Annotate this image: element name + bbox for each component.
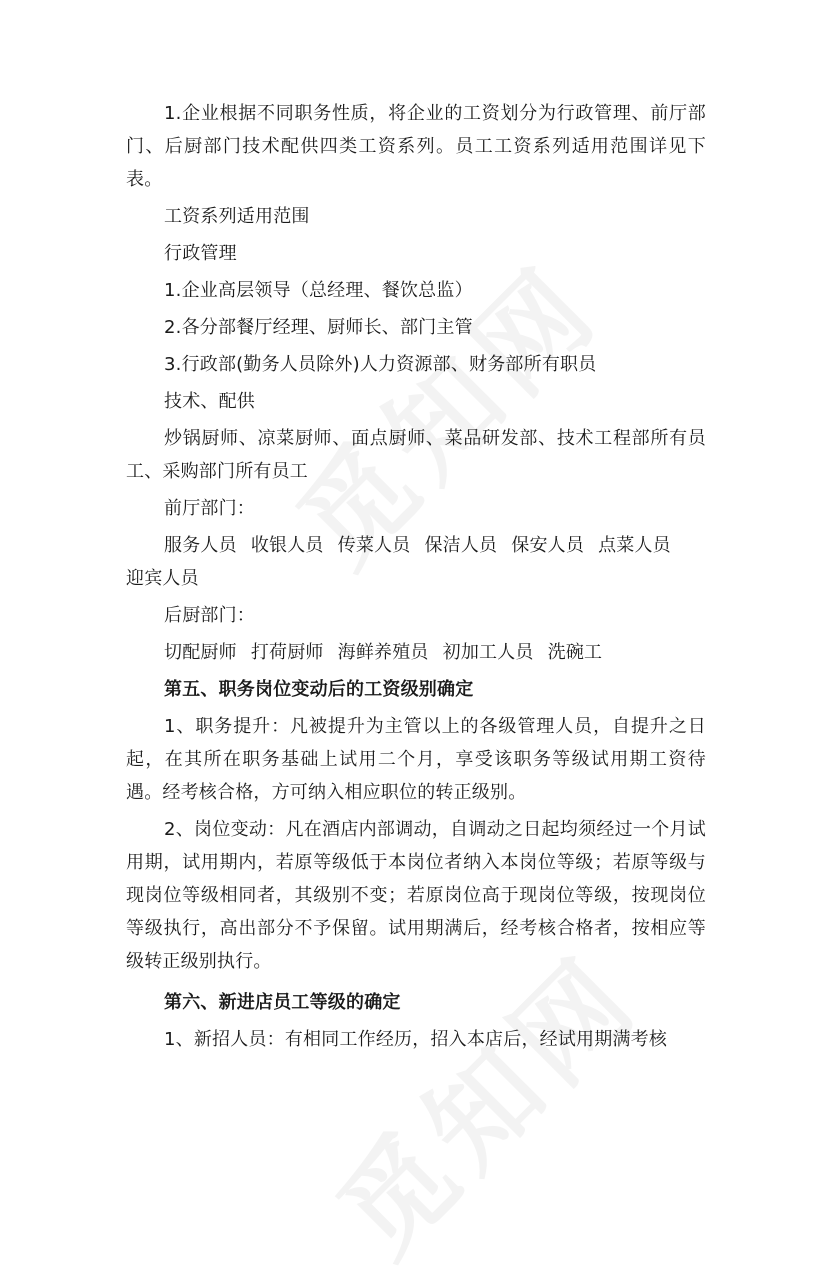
list-item: 迎宾人员 xyxy=(126,568,199,589)
tech-list: 炒锅厨师、凉菜厨师、面点厨师、菜品研发部、技术工程部所有员工、采购部门所有员工 xyxy=(126,428,706,482)
list-item: 切配厨师 xyxy=(164,642,237,663)
tech-heading: 技术、配供 xyxy=(164,391,255,412)
list-item: 保洁人员 xyxy=(424,535,498,556)
kitchen-list xyxy=(126,636,706,669)
paragraph: 1、新招人员：有相同工作经历，招入本店后，经试用期满考核 xyxy=(164,1029,668,1050)
list-item: 洗碗工 xyxy=(547,642,603,663)
section-heading: 第六、新进店员工等级的确定 xyxy=(164,992,401,1013)
document-page xyxy=(126,97,706,1060)
front-heading: 前厅部门： xyxy=(164,498,255,519)
list-item: 点菜人员 xyxy=(598,535,671,556)
section-heading: 第五、职务岗位变动后的工资级别确定 xyxy=(164,679,474,700)
front-list xyxy=(126,529,706,595)
admin-item: 2.各分部餐厅经理、厨师长、部门主管 xyxy=(164,317,473,338)
list-item: 初加工人员 xyxy=(442,642,534,663)
table-title: 工资系列适用范围 xyxy=(164,206,310,227)
list-item: 保安人员 xyxy=(511,535,585,556)
list-item: 收银人员 xyxy=(250,535,324,556)
list-item: 打荷厨师 xyxy=(250,642,324,663)
paragraph-intro: 1.企业根据不同职务性质，将企业的工资划分为行政管理、前厅部门、后厨部门技术配供四类工资系列。员工工资系列适用范围详见下表。 xyxy=(126,103,706,190)
list-item: 海鲜养殖员 xyxy=(337,642,429,663)
kitchen-heading: 后厨部门： xyxy=(164,605,255,626)
admin-heading: 行政管理 xyxy=(164,243,237,264)
paragraph: 1、职务提升：凡被提升为主管以上的各级管理人员，自提升之日起，在其所在职务基础上试用二个月，享受该职务等级试用期工资待遇。经考核合格，方可纳入相应职位的转正级别。 xyxy=(126,716,706,803)
list-item: 服务人员 xyxy=(164,535,237,556)
list-item: 传菜人员 xyxy=(337,535,411,556)
admin-item: 3.行政部(勤务人员除外)人力资源部、财务部所有职员 xyxy=(164,354,597,375)
admin-item: 1.企业高层领导（总经理、餐饮总监） xyxy=(164,280,473,301)
paragraph: 2、岗位变动：凡在酒店内部调动，自调动之日起均须经过一个月试用期，试用期内，若原等级低于本岗位者纳入本岗位等级；若原等级与现岗位等级相同者，其级别不变；若原岗位高于现岗位等级，按现岗位等级执行，高出部分不予保留。试用期满后，经考核合格者，按相应等级转正级别执行。 xyxy=(126,819,706,972)
